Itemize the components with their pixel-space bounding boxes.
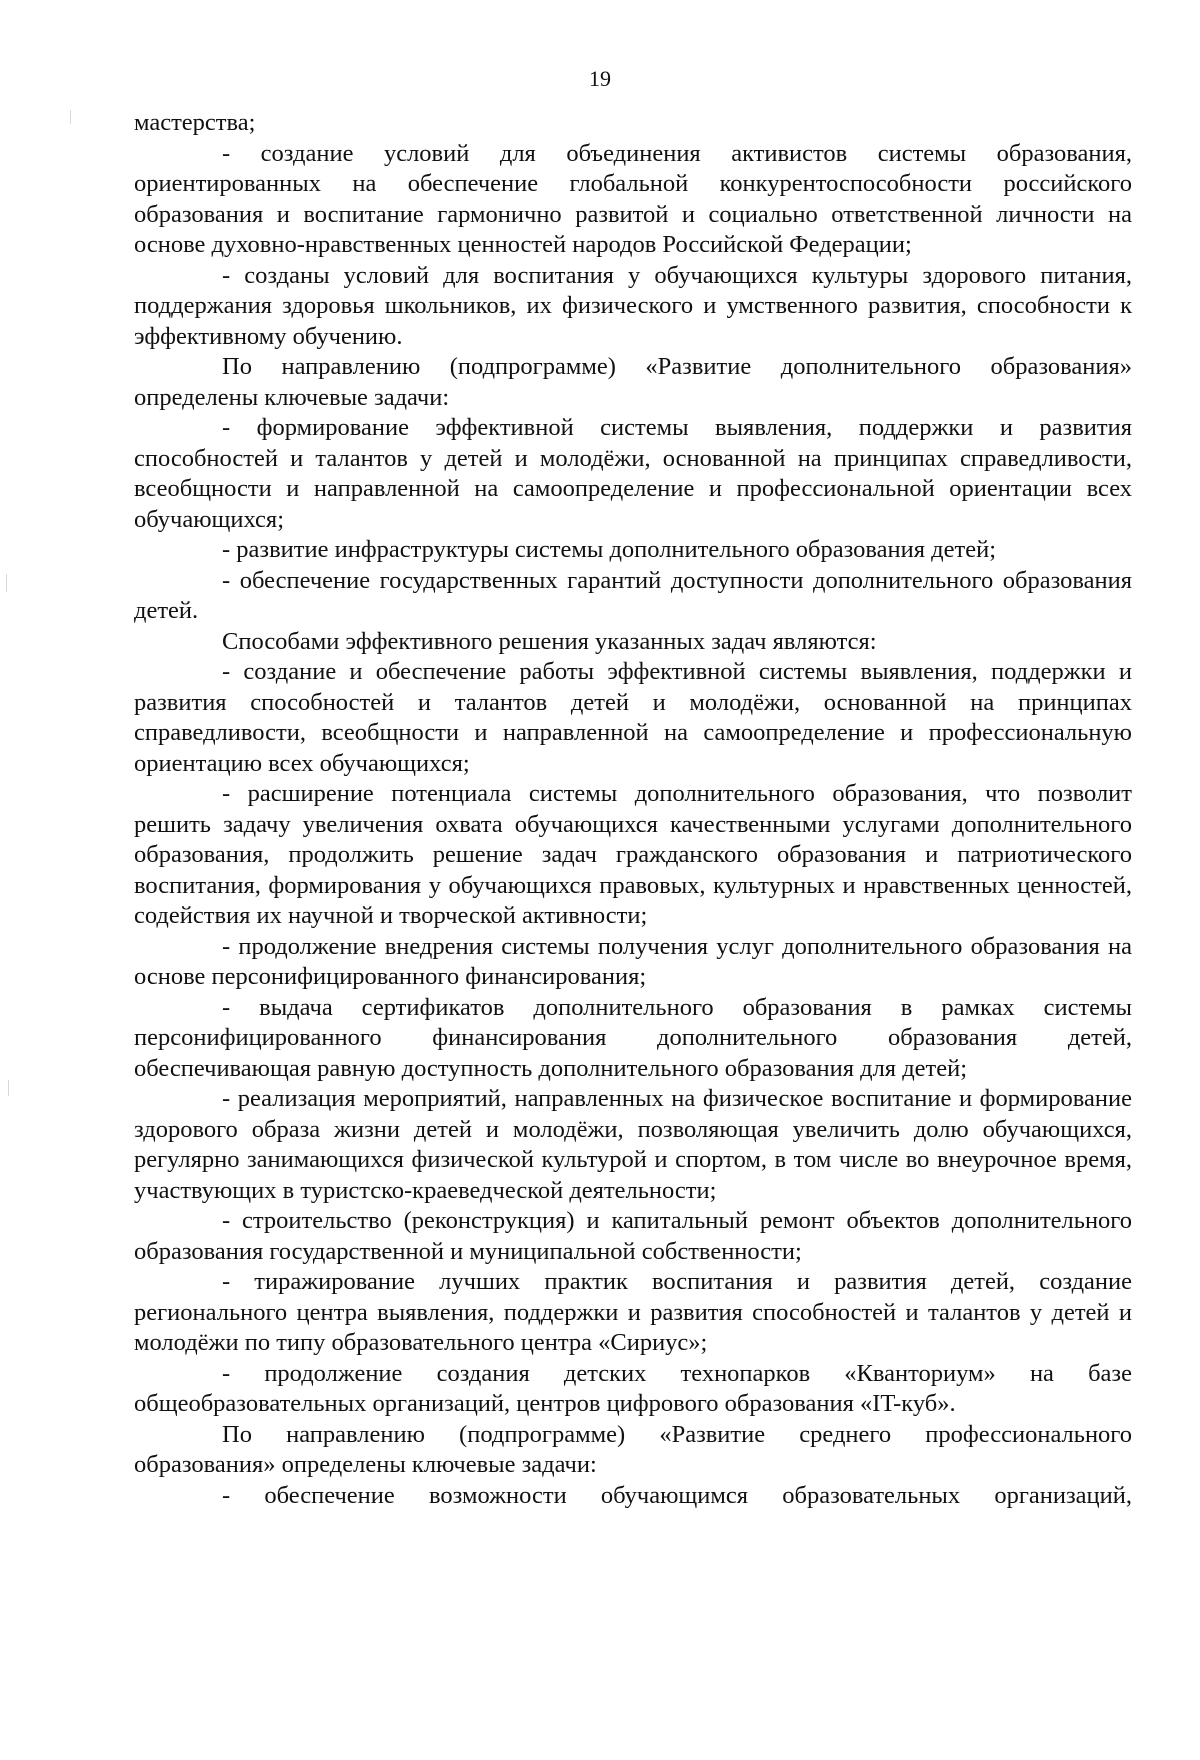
paragraph: - продолжение создания детских технопарков «Кванториум» на базе общеобразовательных организаций, центров цифрового образования «IT-куб». xyxy=(134,1359,1132,1417)
paragraph: - обеспечение возможности обучающимся образовательных организаций, xyxy=(222,1481,1132,1509)
paragraph: - тиражирование лучших практик воспитания и развития детей, создание регионального центра выявления, поддержки и развития способностей и талантов у детей и молодёжи по типу образовательного центра «Сириус»; xyxy=(134,1268,1132,1356)
page-number: 19 xyxy=(589,66,611,91)
paragraph: - реализация мероприятий, направленных на физическое воспитание и формирование здорового образа жизни детей и молодёжи, позволяющая увеличить долю обучающихся, регулярно занимающихся физической культурой и спортом, в том числе во внеурочное время, участвующих в туристско-краеведческой деятельности; xyxy=(134,1085,1132,1204)
paragraph-continuation: мастерства; xyxy=(134,109,256,136)
paragraph: - обеспечение государственных гарантий доступности дополнительного образования детей. xyxy=(134,566,1132,624)
paragraph: По направлению (подпрограмме) «Развитие среднего профессионального образования» определены ключевые задачи: xyxy=(134,1420,1132,1478)
scan-margin-mark xyxy=(8,1080,9,1096)
paragraph: - формирование эффективной системы выявления, поддержки и развития способностей и талантов у детей и молодёжи, основанной на принципах справедливости, всеобщности и направленной на самоопределение и профессиональной ориентации всех обучающихся; xyxy=(134,414,1132,533)
paragraph: Способами эффективного решения указанных задач являются: xyxy=(222,627,877,655)
document-body xyxy=(134,108,1132,1511)
paragraph: - расширение потенциала системы дополнительного образования, что позволит решить задачу увеличения охвата обучающихся качественными услугами дополнительного образования, продолжить решение задач гражданского образования и патриотического воспитания, формирования у обучающихся правовых, культурных и нравственных ценностей, содействия их научной и творческой активности; xyxy=(134,780,1132,929)
paragraph: - развитие инфраструктуры системы дополнительного образования детей; xyxy=(222,536,996,563)
paragraph: - выдача сертификатов дополнительного образования в рамках системы персонифицированного финансирования дополнительного образования детей, обеспечивающая равную доступность дополнительного образования для детей; xyxy=(134,993,1132,1082)
paragraph: - создание и обеспечение работы эффективной системы выявления, поддержки и развития способностей и талантов детей и молодёжи, основанной на принципах справедливости, всеобщности и направленной на самоопределение и профессиональную ориентацию всех обучающихся; xyxy=(134,658,1132,777)
paragraph: - создание условий для объединения активистов системы образования, ориентированных на обеспечение глобальной конкурентоспособности российского образования и воспитание гармонично развитой и социально ответственной личности на основе духовно-нравственных ценностей народов Российской Федерации; xyxy=(134,139,1132,258)
paragraph: - продолжение внедрения системы получения услуг дополнительного образования на основе персонифицированного финансирования; xyxy=(134,932,1132,990)
paragraph: - созданы условий для воспитания у обучающихся культуры здорового питания, поддержания здоровья школьников, их физического и умственного развития, способности к эффективному обучению. xyxy=(134,261,1132,350)
paragraph: - строительство (реконструкция) и капитальный ремонт объектов дополнительного образования государственной и муниципальной собственности; xyxy=(134,1207,1132,1265)
scan-margin-mark xyxy=(6,574,7,592)
scan-margin-mark xyxy=(70,110,71,124)
paragraph: По направлению (подпрограмме) «Развитие дополнительного образования» определены ключевые задачи: xyxy=(134,353,1132,411)
